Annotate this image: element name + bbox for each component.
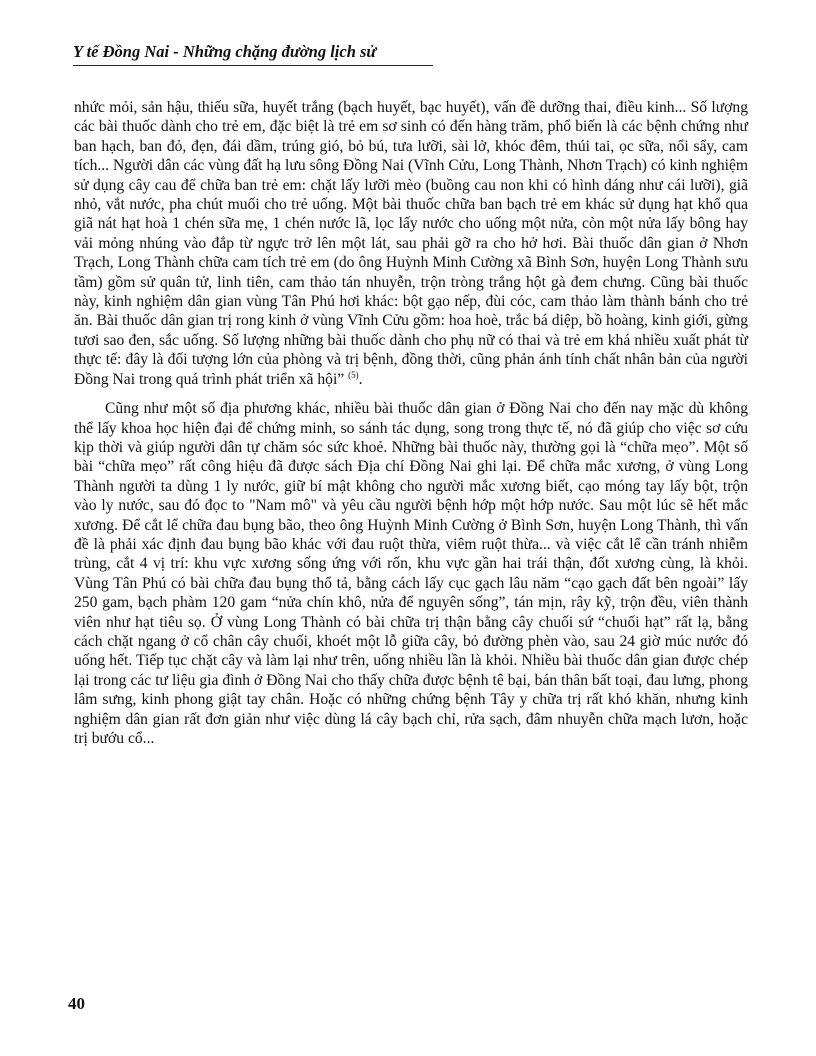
paragraph: Cũng như một số địa phương khác, nhiều bài thuốc dân gian ở Đồng Nai cho đến nay mặc dù không thể lấy khoa học hiện đại để chứng minh, so sánh tác dụng, song trong thực tế, nó đã giúp cho việc sơ cứu kịp thời và giúp người dân tự chăm sóc sức khoẻ. Những bài thuốc này, thường gọi là “chữa mẹo”. Một số bài “chữa mẹo” rất công hiệu đã được sách Địa chí Đồng Nai ghi lại. Để chữa mắc xương, ở vùng Long Thành người ta dùng 1 ly nước, giữ bí mật không cho người mắc xương biết, cạo móng tay lấy bột, trộn vào ly nước, sau đó đọc to "Nam mô" và yêu cầu người bệnh hớp một hớp nước. Sau một lúc sẽ hết mắc xương. Để cắt lể chữa đau bụng bão, theo ông Huỳnh Minh Cường ở Bình Sơn, huyện Long Thành, thì vấn đề là phải xác định đau bụng bão khác với đau ruột thừa, viêm ruột thừa... và việc cắt lể cần tránh nhiễm trùng, cắt 4 vị trí: khu vực xương sống ứng với rốn, khu vực gần hai trái thận, đốt xương cùng, là khỏi. Vùng Tân Phú có bài chữa đau bụng thổ tả, bằng cách lấy cục gạch lâu năm “cạo gạch đất bên ngoài” lấy 250 gam, bạch phàm 120 gam “nửa chín khô, nửa để nguyên sống”, tán mịn, rây kỹ, trộn đều, viên thành viên như hạt tiêu sọ. Ở vùng Long Thành có bài chữa trị thận bằng cây chuối sứ “chuối hạt” rất lạ, bằng cách chặt ngang ở cổ chân cây chuối, khoét một lỗ giữa cây, bỏ đường phèn vào, sau 24 giờ múc nước đó uống hết. Tiếp tục chặt cây và làm lại như trên, uống nhiều lần là khỏi. Nhiều bài thuốc dân gian được chép lại trong các tư liệu gia đình ở Đồng Nai cho thấy chữa được bệnh tê bại, bán thân bất toại, đau lưng, phong lâm sưng, kinh phong giật tay chân. Hoặc có những chứng bệnh Tây y chữa trị rất khó khăn, nhưng kinh nghiệm dân gian rất đơn giản như việc dùng lá cây bạch chỉ, rửa sạch, đâm nhuyễn chữa mạch lươn, hoặc trị bướu cổ... bbox=[74, 400, 748, 747]
body-text bbox=[74, 98, 748, 748]
paragraph-end: . bbox=[358, 370, 363, 388]
footnote-reference: (5) bbox=[348, 369, 359, 380]
running-header: Y tế Đồng Nai - Những chặng đường lịch sử bbox=[73, 42, 433, 66]
paragraph-text: nhức mỏi, sản hậu, thiếu sữa, huyết trắng (bạch huyết, bạc huyết), vấn đề dưỡng thai, điều kinh... Số lượng các bài thuốc dành cho trẻ em, đặc biệt là trẻ em sơ sinh có đến hàng trăm, phổ biến là các bệnh chứng như ban hạch, ban đỏ, đẹn, đái dầm, trúng gió, bỏ bú, tưa lưỡi, sài lở, khóc đêm, thúi tai, ọc sữa, nổi sẩy, cam tích... Người dân các vùng đất hạ lưu sông Đồng Nai (Vĩnh Cửu, Long Thành, Nhơn Trạch) có kinh nghiệm sử dụng cây cau để chữa ban trẻ em: chặt lấy lưỡi mèo (buồng cau non khi có hình dáng như cái lưỡi), giã nhỏ, vắt nước, pha chút muối cho trẻ uống. Một bài thuốc chữa ban bạch trẻ em khác sử dụng hạt khổ qua giã nát hạt hoà 1 chén sữa mẹ, 1 chén nước lã, lọc lấy nước cho uống một nửa, còn một nửa lấy bông hay vải mỏng nhúng vào đắp từ ngực trở lên một lát, sau phải gỡ ra cho hở hơi. Bài thuốc dân gian ở Nhơn Trạch, Long Thành chữa cam tích trẻ em (do ông Huỳnh Minh Cường xã Bình Sơn, huyện Long Thành sưu tầm) gồm sử quân tử, linh tiên, cam thảo tán nhuyễn, trộn tròng trắng hột gà đem chưng. Cũng bài thuốc này, kinh nghiệm dân gian vùng Tân Phú hơi khác: bột gạo nếp, đùi cóc, cam thảo làm thành bánh cho trẻ ăn. Bài thuốc dân gian trị rong kinh ở vùng Vĩnh Cửu gồm: hoa hoè, trắc bá diệp, bồ hoàng, kinh giới, gừng tươi sao đen, sắc uống. Số lượng những bài thuốc dành cho phụ nữ có thai và trẻ em khá nhiều xuất phát từ thực tế: đây là đối tượng lớn của phòng và trị bệnh, đồng thời, cũng phản ánh tính chất nhân bản của người Đồng Nai trong quá trình phát triển xã hội” bbox=[74, 99, 748, 388]
page-number: 40 bbox=[68, 994, 85, 1013]
paragraph bbox=[74, 98, 748, 389]
